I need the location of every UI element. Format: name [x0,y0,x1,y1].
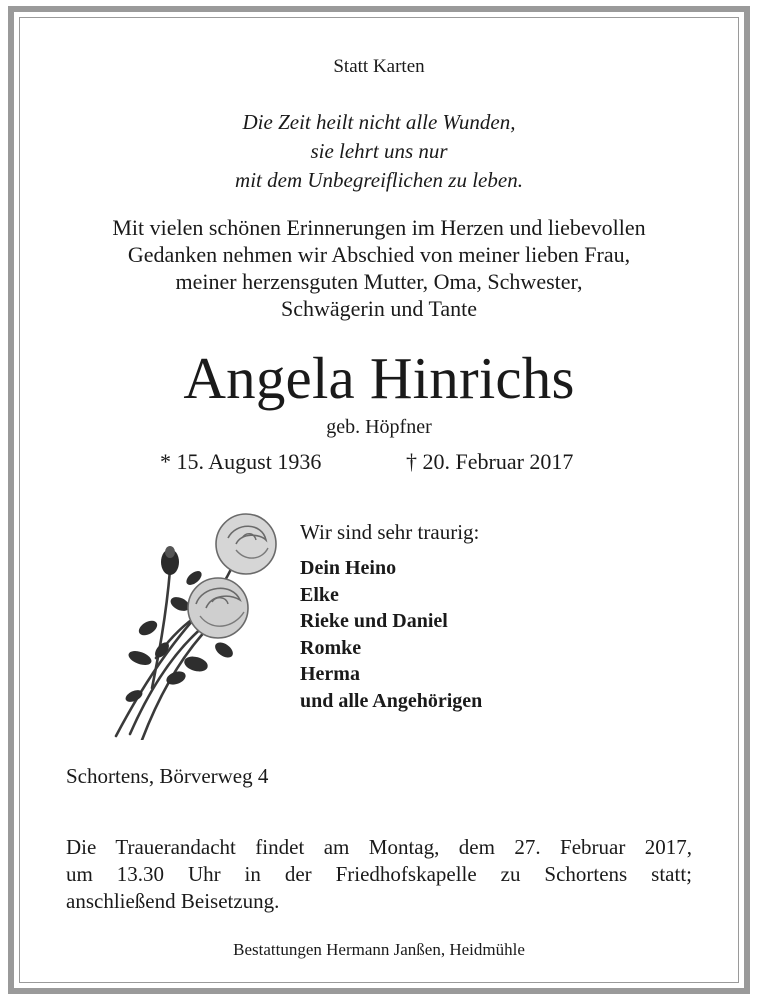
service-line: um 13.30 Uhr in der Friedhofskapelle zu Schortens statt; [66,862,692,886]
maiden-name: geb. Höpfner [326,416,432,438]
intro-text [14,214,744,322]
intro-line: Mit vielen schönen Erinnerungen im Herzen und liebevollen [112,215,646,240]
service-details [66,834,692,915]
mourner-name: Dein Heino [300,557,397,579]
poem-line: Die Zeit heilt nicht alle Wunden, [242,110,516,134]
deceased-name: Angela Hinrichs [183,345,575,411]
mourners-list [300,555,482,715]
death-date: † 20. Februar 2017 [406,449,574,474]
poem-line: mit dem Unbegreiflichen zu leben. [235,168,523,192]
mourner-name: Rieke und Daniel [300,610,448,633]
birth-date: * 15. August 1936 [160,449,322,474]
grief-line: Wir sind sehr traurig: [300,520,480,544]
poem-block [14,108,744,195]
undertaker-credit: Bestattungen Hermann Janßen, Heidmühle [233,940,525,959]
service-line: anschließend Beisetzung. [66,889,280,913]
family-address: Schortens, Börverweg 4 [66,764,269,788]
obituary-notice [8,6,750,994]
service-line: Die Trauerandacht findet am Montag, dem 27. Februar 2017, [66,835,692,859]
mourner-name: und alle Angehörigen [300,689,483,712]
mourner-name: Herma [300,663,360,686]
mourner-name: Elke [300,583,339,606]
intro-line: Schwägerin und Tante [280,296,477,321]
intro-line: meiner herzensguten Mutter, Oma, Schwester, [175,269,583,294]
mourner-name: Romke [300,636,362,659]
intro-line: Gedanken nehmen wir Abschied von meiner lieben Frau, [127,242,631,267]
poem-line: sie lehrt uns nur [310,139,448,163]
header-statt-karten: Statt Karten [333,56,425,77]
rose-illustration [96,508,286,740]
